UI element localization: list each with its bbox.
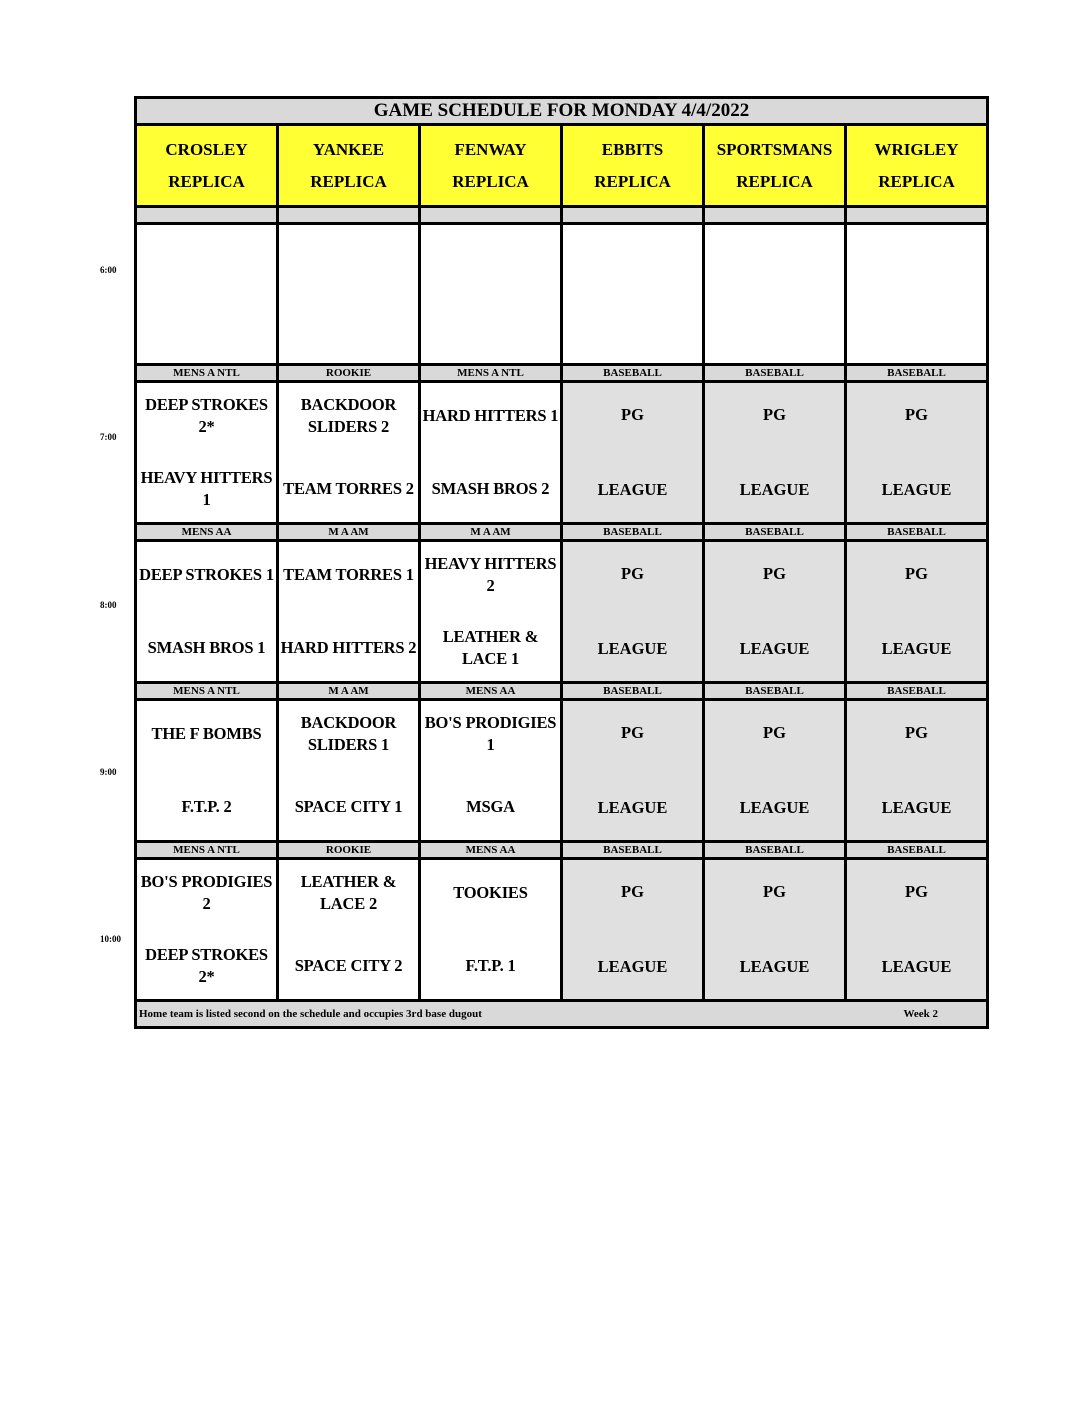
division-label: BASEBALL bbox=[846, 842, 988, 859]
spacer-cell bbox=[846, 207, 988, 224]
league-bottom: LEAGUE bbox=[739, 480, 810, 500]
league-bottom: LEAGUE bbox=[597, 639, 668, 659]
home-team: SMASH BROS 1 bbox=[147, 638, 266, 658]
league-top: PG bbox=[763, 563, 786, 583]
league-cell bbox=[846, 859, 988, 1001]
game-cell bbox=[278, 859, 420, 1001]
empty-slot-cell bbox=[846, 224, 988, 365]
time-label-7pm: 7:00 bbox=[100, 432, 117, 442]
home-team: MSGA bbox=[466, 797, 515, 817]
spacer-row bbox=[136, 207, 988, 224]
empty-slot-cell bbox=[278, 224, 420, 365]
league-cell bbox=[704, 541, 846, 683]
game-cell bbox=[420, 859, 562, 1001]
league-top: PG bbox=[763, 722, 786, 742]
division-label: MENS A NTL bbox=[136, 842, 278, 859]
week-label: Week 2 bbox=[903, 1008, 938, 1020]
spacer-cell bbox=[562, 207, 704, 224]
game-cell bbox=[278, 382, 420, 524]
game-row bbox=[136, 700, 988, 842]
game-cell bbox=[136, 700, 278, 842]
field-type: REPLICA bbox=[168, 171, 245, 191]
field-name: FENWAY bbox=[454, 139, 527, 159]
game-cell bbox=[420, 382, 562, 524]
time-label-8pm: 8:00 bbox=[100, 600, 117, 610]
field-type: REPLICA bbox=[310, 171, 387, 191]
footer bbox=[136, 1001, 988, 1028]
empty-slot-cell bbox=[136, 224, 278, 365]
field-header bbox=[562, 125, 704, 207]
league-cell bbox=[562, 859, 704, 1001]
division-row bbox=[136, 365, 988, 382]
league-cell bbox=[846, 700, 988, 842]
away-team: BO'S PRODIGIES 1 bbox=[424, 712, 557, 754]
game-row bbox=[136, 859, 988, 1001]
home-team: LEATHER & LACE 1 bbox=[442, 627, 539, 669]
league-top: PG bbox=[621, 722, 644, 742]
league-cell bbox=[562, 541, 704, 683]
league-cell bbox=[704, 382, 846, 524]
league-bottom: LEAGUE bbox=[597, 798, 668, 818]
field-header bbox=[846, 125, 988, 207]
league-top: PG bbox=[621, 404, 644, 424]
time-label-9pm: 9:00 bbox=[100, 767, 117, 777]
field-type: REPLICA bbox=[878, 171, 955, 191]
division-label: BASEBALL bbox=[704, 524, 846, 541]
field-header bbox=[278, 125, 420, 207]
home-team: SMASH BROS 2 bbox=[431, 479, 550, 499]
division-row bbox=[136, 683, 988, 700]
game-cell bbox=[136, 859, 278, 1001]
field-name: CROSLEY bbox=[165, 139, 248, 159]
league-top: PG bbox=[763, 881, 786, 901]
field-name: EBBITS bbox=[601, 139, 664, 159]
home-team: SPACE CITY 2 bbox=[294, 956, 403, 976]
game-cell bbox=[420, 541, 562, 683]
away-team: HARD HITTERS 1 bbox=[422, 405, 559, 425]
field-name: YANKEE bbox=[312, 139, 385, 159]
empty-slot-cell bbox=[704, 224, 846, 365]
away-team: TEAM TORRES 1 bbox=[283, 564, 414, 584]
game-cell bbox=[278, 700, 420, 842]
home-team: DEEP STROKES 2* bbox=[145, 945, 268, 987]
away-team: LEATHER & LACE 2 bbox=[300, 871, 397, 913]
spacer-cell bbox=[704, 207, 846, 224]
division-label: MENS AA bbox=[420, 842, 562, 859]
league-top: PG bbox=[621, 563, 644, 583]
spacer-cell bbox=[278, 207, 420, 224]
field-type: REPLICA bbox=[452, 171, 529, 191]
league-bottom: LEAGUE bbox=[597, 957, 668, 977]
game-cell bbox=[136, 382, 278, 524]
field-header bbox=[136, 125, 278, 207]
league-bottom: LEAGUE bbox=[881, 798, 952, 818]
home-team: F.T.P. 2 bbox=[181, 797, 232, 817]
away-team: BACKDOOR SLIDERS 1 bbox=[300, 712, 397, 754]
league-top: PG bbox=[905, 722, 928, 742]
league-bottom: LEAGUE bbox=[881, 480, 952, 500]
home-team: TEAM TORRES 2 bbox=[283, 479, 414, 499]
away-team: DEEP STROKES 2* bbox=[145, 394, 268, 436]
division-label: MENS A NTL bbox=[136, 683, 278, 700]
home-team: F.T.P. 1 bbox=[465, 956, 516, 976]
time-label-10pm: 10:00 bbox=[100, 934, 121, 944]
game-row bbox=[136, 541, 988, 683]
home-team: SPACE CITY 1 bbox=[294, 797, 403, 817]
empty-slot-row bbox=[136, 224, 988, 365]
schedule-table bbox=[134, 96, 989, 1029]
time-label-6pm: 6:00 bbox=[100, 265, 117, 275]
empty-slot-cell bbox=[562, 224, 704, 365]
division-label: M A AM bbox=[278, 524, 420, 541]
division-label: ROOKIE bbox=[278, 365, 420, 382]
league-top: PG bbox=[621, 881, 644, 901]
league-bottom: LEAGUE bbox=[597, 480, 668, 500]
field-header bbox=[704, 125, 846, 207]
field-name: SPORTSMANS bbox=[716, 139, 833, 159]
league-cell bbox=[846, 382, 988, 524]
division-label: BASEBALL bbox=[562, 524, 704, 541]
league-top: PG bbox=[905, 404, 928, 424]
division-label: BASEBALL bbox=[704, 365, 846, 382]
game-cell bbox=[420, 700, 562, 842]
division-label: MENS A NTL bbox=[420, 365, 562, 382]
field-type: REPLICA bbox=[736, 171, 813, 191]
away-team: BO'S PRODIGIES 2 bbox=[140, 871, 273, 913]
game-cell bbox=[278, 541, 420, 683]
away-team: THE F BOMBS bbox=[151, 723, 262, 743]
division-label: ROOKIE bbox=[278, 842, 420, 859]
spacer-cell bbox=[136, 207, 278, 224]
home-team: HEAVY HITTERS 1 bbox=[140, 468, 273, 510]
field-type: REPLICA bbox=[594, 171, 671, 191]
league-bottom: LEAGUE bbox=[739, 798, 810, 818]
league-top: PG bbox=[905, 563, 928, 583]
division-label: BASEBALL bbox=[846, 683, 988, 700]
away-team: HEAVY HITTERS 2 bbox=[424, 553, 557, 595]
league-bottom: LEAGUE bbox=[881, 957, 952, 977]
division-label: M A AM bbox=[278, 683, 420, 700]
division-label: BASEBALL bbox=[704, 842, 846, 859]
empty-slot-cell bbox=[420, 224, 562, 365]
division-row bbox=[136, 524, 988, 541]
field-header bbox=[420, 125, 562, 207]
away-team: TOOKIES bbox=[453, 882, 528, 902]
division-label: MENS AA bbox=[420, 683, 562, 700]
league-cell bbox=[704, 859, 846, 1001]
home-team: HARD HITTERS 2 bbox=[280, 638, 417, 658]
footer-note: Home team is listed second on the schedule and occupies 3rd base dugout bbox=[139, 1008, 482, 1020]
league-top: PG bbox=[905, 881, 928, 901]
game-row bbox=[136, 382, 988, 524]
away-team: BACKDOOR SLIDERS 2 bbox=[300, 394, 397, 436]
league-bottom: LEAGUE bbox=[881, 639, 952, 659]
away-team: DEEP STROKES 1 bbox=[139, 564, 274, 584]
division-label: BASEBALL bbox=[562, 683, 704, 700]
league-bottom: LEAGUE bbox=[739, 957, 810, 977]
league-cell bbox=[562, 382, 704, 524]
page-title: GAME SCHEDULE FOR MONDAY 4/4/2022 bbox=[136, 98, 988, 125]
field-name: WRIGLEY bbox=[874, 139, 959, 159]
division-label: BASEBALL bbox=[846, 365, 988, 382]
game-cell bbox=[136, 541, 278, 683]
league-bottom: LEAGUE bbox=[739, 639, 810, 659]
division-label: BASEBALL bbox=[562, 365, 704, 382]
division-label: MENS A NTL bbox=[136, 365, 278, 382]
spacer-cell bbox=[420, 207, 562, 224]
field-header-row bbox=[136, 125, 988, 207]
division-label: BASEBALL bbox=[846, 524, 988, 541]
division-label: BASEBALL bbox=[562, 842, 704, 859]
league-cell bbox=[704, 700, 846, 842]
division-label: MENS AA bbox=[136, 524, 278, 541]
division-label: M A AM bbox=[420, 524, 562, 541]
league-cell bbox=[562, 700, 704, 842]
league-cell bbox=[846, 541, 988, 683]
division-row bbox=[136, 842, 988, 859]
league-top: PG bbox=[763, 404, 786, 424]
division-label: BASEBALL bbox=[704, 683, 846, 700]
